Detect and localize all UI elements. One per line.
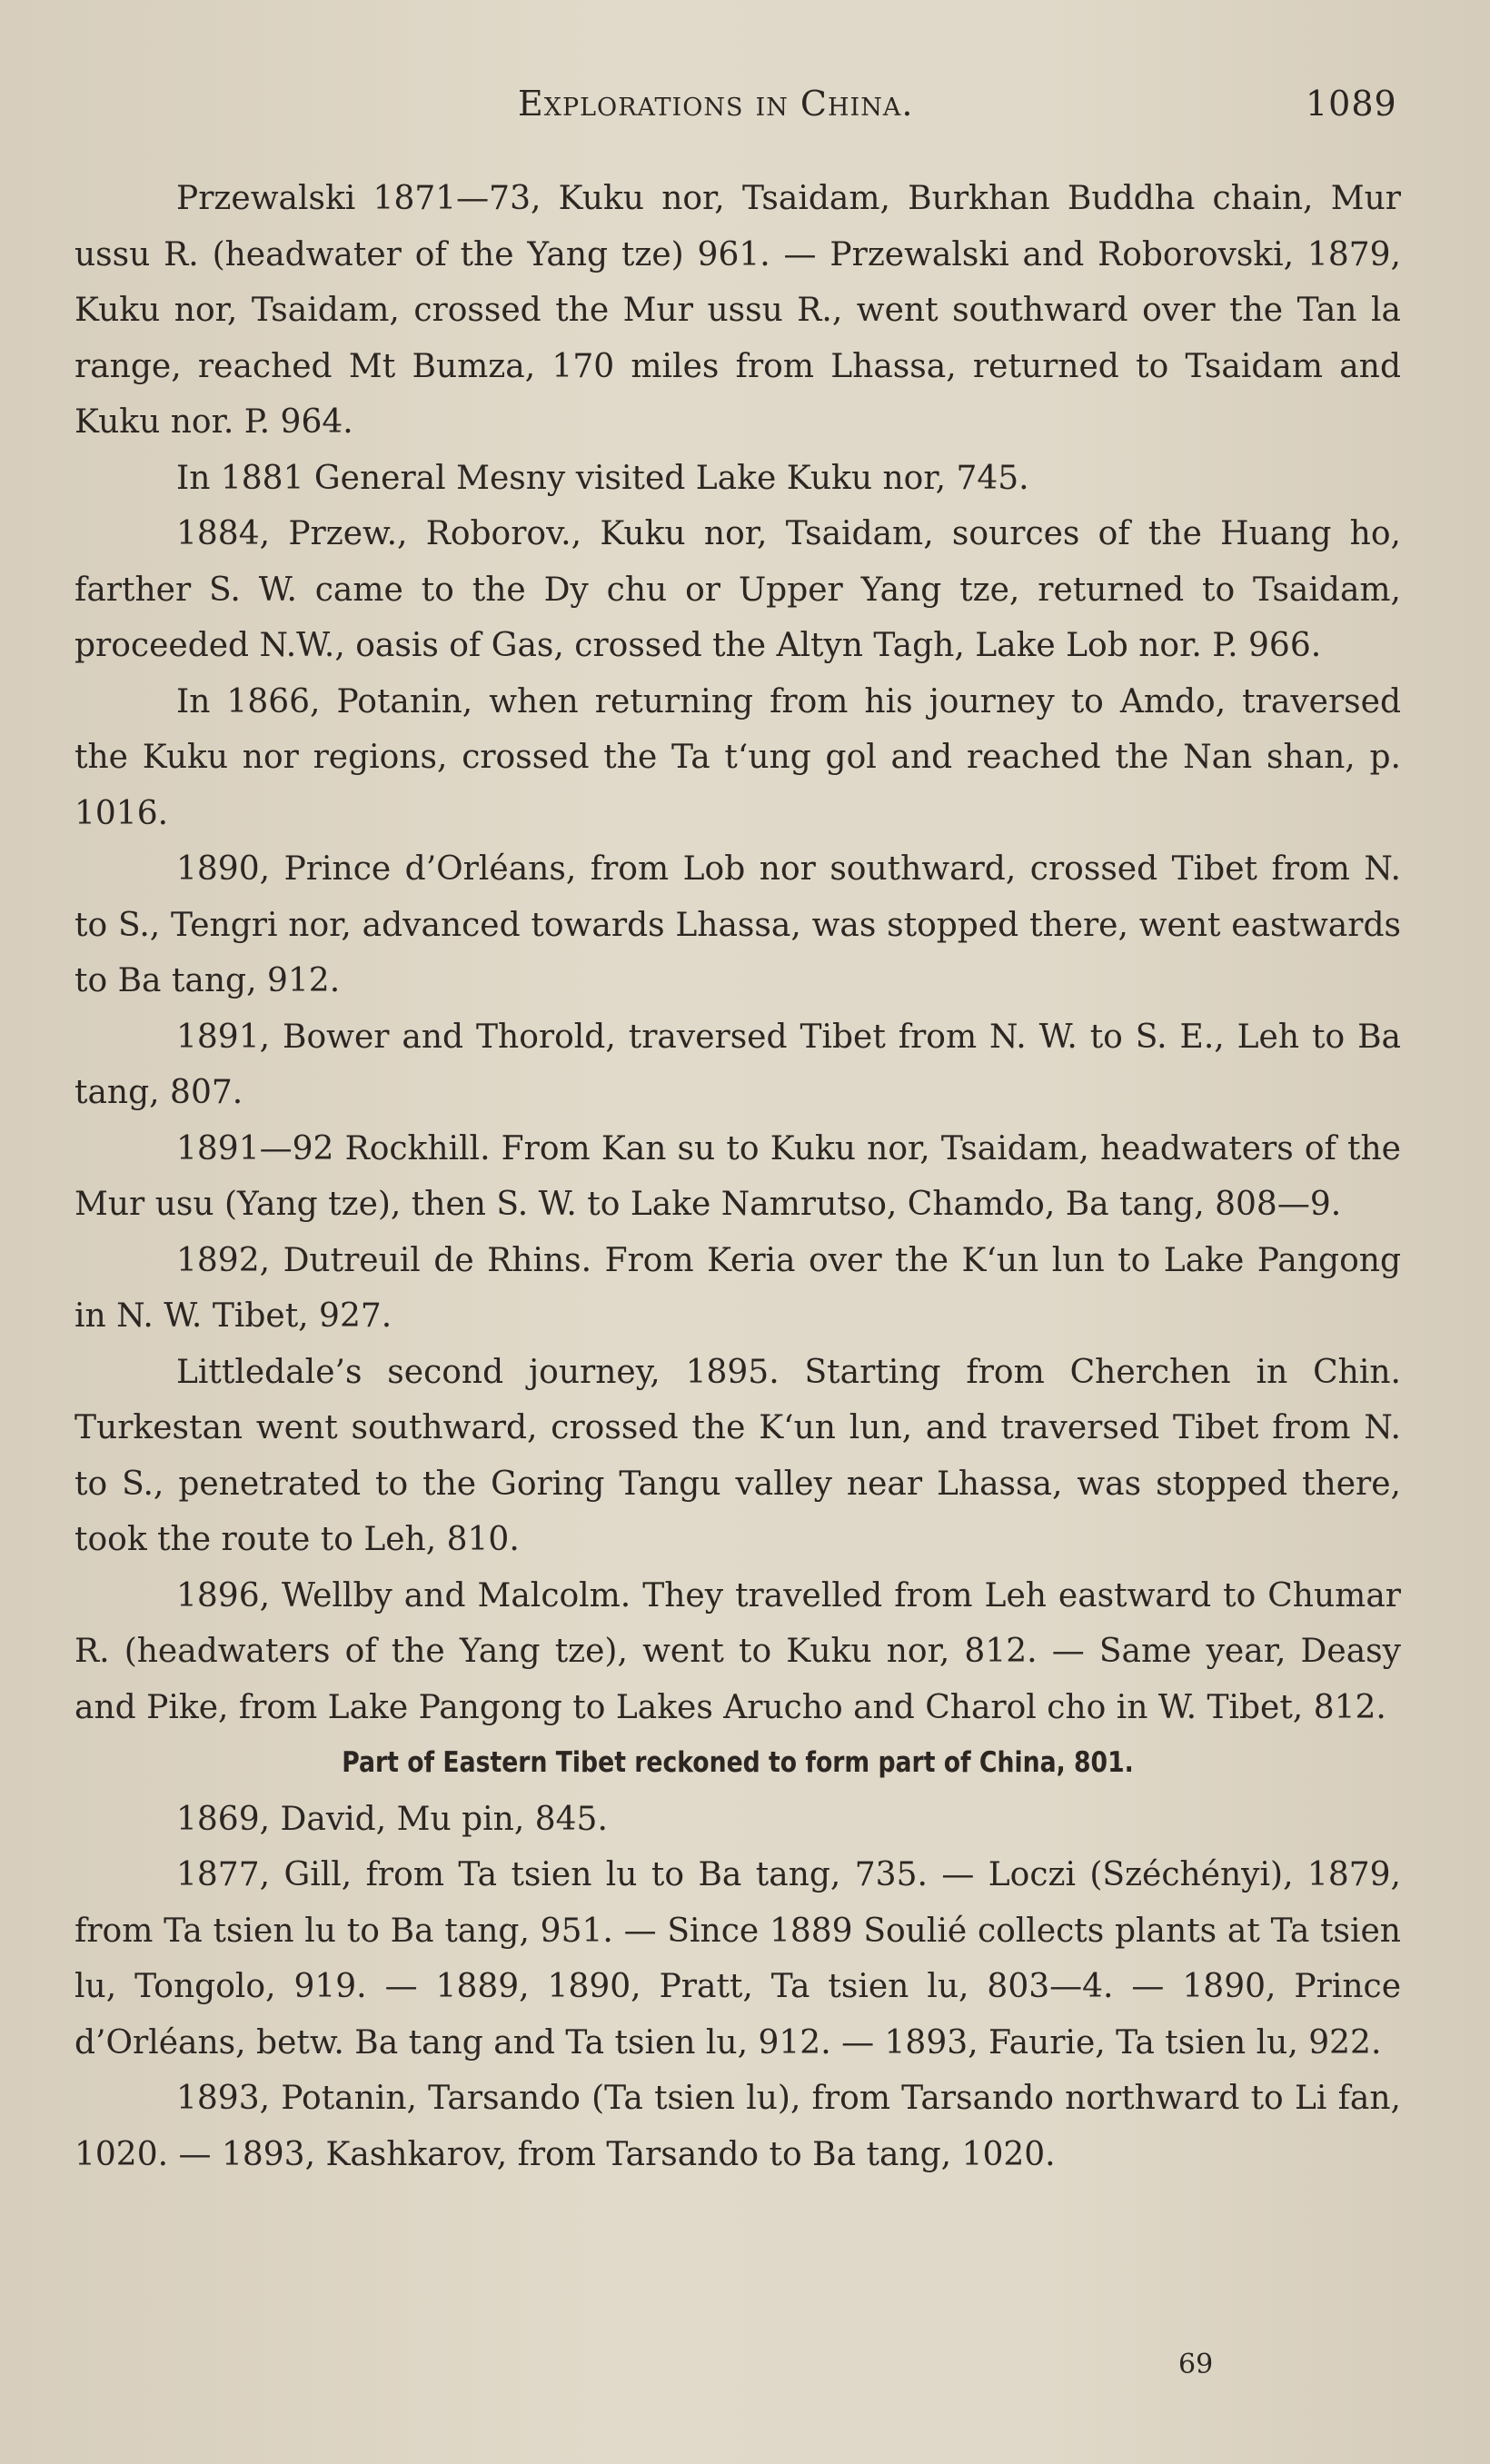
page-number: 1089 <box>1306 84 1397 124</box>
signature-mark: 69 <box>1178 2349 1214 2380</box>
paragraph: 1891—92 Rockhill. From Kan su to Kuku nor, Tsaidam, headwaters of the Mur usu (Yang tze), then S. W. to Lake Namrutso, Chamdo, Ba tang, 808—9. <box>74 1129 1401 1223</box>
paragraph: In 1866, Potanin, when returning from his journey to Amdo, traversed the Kuku nor regions, crossed the Ta t‘ung gol and reached the Nan shan, p. 1016. <box>74 682 1401 832</box>
paragraph: In 1881 General Mesny visited Lake Kuku nor, 745. <box>176 459 1029 497</box>
paragraph: 1869, David, Mu pin, 845. <box>176 1800 608 1838</box>
paragraph: 1891, Bower and Thorold, traversed Tibet from N. W. to S. E., Leh to Ba tang, 807. <box>74 1018 1401 1111</box>
page-header <box>0 84 1490 138</box>
paragraph: Przewalski 1871—73, Kuku nor, Tsaidam, Burkhan Buddha chain, Mur ussu R. (headwater of the Yang tze) 961. — Przewalski and Roborovski, 1879, Kuku nor, Tsaidam, crossed the Mur ussu R., went southward over the Tan la range, reached Mt Bumza, 170 miles from Lhassa, returned to Tsaidam and Kuku nor. P. 964. <box>74 180 1401 441</box>
paragraph: 1890, Prince d’Orléans, from Lob nor southward, crossed Tibet from N. to S., Tengri nor, advanced towards Lhassa, was stopped there, went eastwards to Ba tang, 912. <box>74 850 1401 999</box>
body-text <box>74 171 1401 2182</box>
running-title: Explorations in China. <box>518 84 914 124</box>
paragraph: 1892, Dutreuil de Rhins. From Keria over the K‘un lun to Lake Pangong in N. W. Tibet, 927. <box>74 1241 1401 1335</box>
paragraph: 1896, Wellby and Malcolm. They travelled from Leh eastward to Chumar R. (headwaters of the Yang tze), went to Kuku nor, 812. — Same year, Deasy and Pike, from Lake Pangong to Lakes Arucho and Charol cho in W. Tibet, 812. <box>74 1576 1401 1726</box>
paragraph: Littledale’s second journey, 1895. Starting from Cherchen in Chin. Turkestan went southward, crossed the K‘un lun, and traversed Tibet from N. to S., penetrated to the Goring Tangu valley near Lhassa, was stopped there, took the route to Leh, 810. <box>74 1353 1401 1558</box>
paragraph: 1893, Potanin, Tarsando (Ta tsien lu), from Tarsando northward to Li fan, 1020. — 1893, Kashkarov, from Tarsando to Ba tang, 1020. <box>74 2080 1401 2173</box>
paragraph: 1877, Gill, from Ta tsien lu to Ba tang, 735. — Loczi (Széchényi), 1879, from Ta tsien lu to Ba tang, 951. — Since 1889 Soulié collects plants at Ta tsien lu, Tongolo, 919. — 1889, 1890, Pratt, Ta tsien lu, 803—4. — 1890, Prince d’Orléans, betw. Ba tang and Ta tsien lu, 912. — 1893, Faurie, Ta tsien lu, 922. <box>74 1856 1401 2062</box>
paragraph: 1884, Przew., Roborov., Kuku nor, Tsaidam, sources of the Huang ho, farther S. W. came to the Dy chu or Upper Yang tze, returned to Tsaidam, proceeded N.W., oasis of Gas, crossed the Altyn Tagh, Lake Lob nor. P. 966. <box>74 515 1401 664</box>
section-heading: Part of Eastern Tibet reckoned to form part of China, 801. <box>342 1746 1134 1779</box>
